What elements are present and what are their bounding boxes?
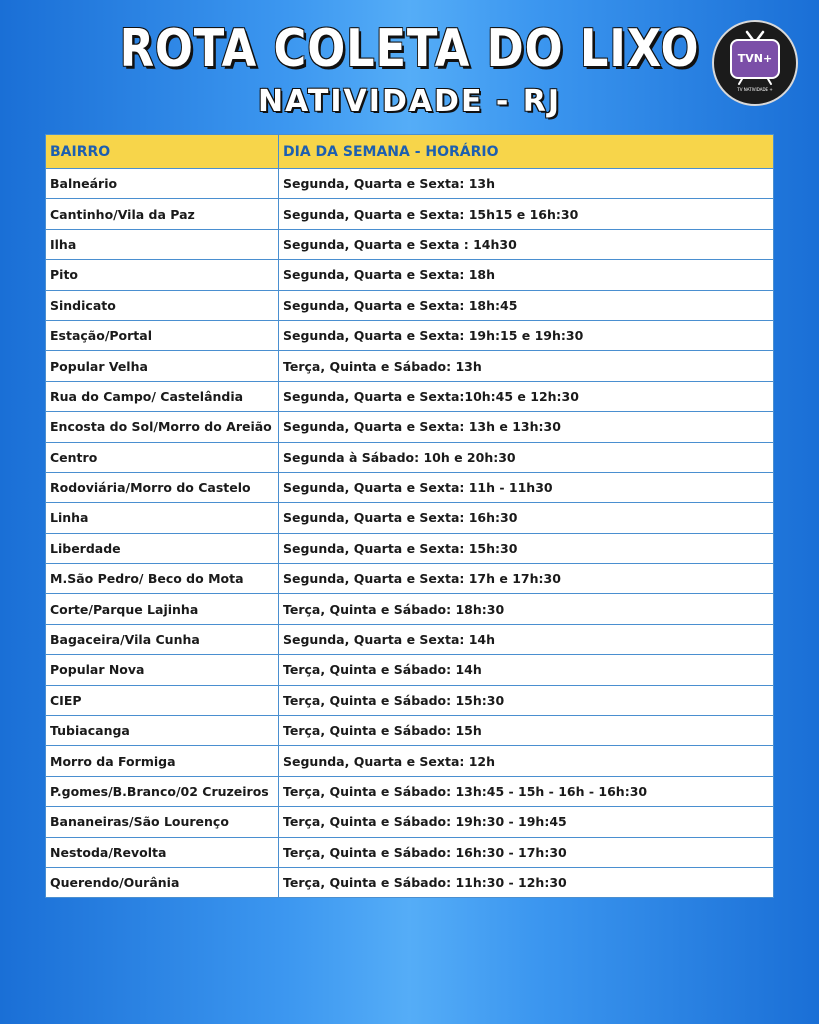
horario-cell: Segunda, Quarta e Sexta: 17h e 17h:30 bbox=[279, 564, 774, 594]
horario-cell: Terça, Quinta e Sábado: 19h:30 - 19h:45 bbox=[279, 807, 774, 837]
horario-cell: Terça, Quinta e Sábado: 16h:30 - 17h:30 bbox=[279, 837, 774, 867]
table-row bbox=[46, 624, 774, 654]
table-row bbox=[46, 412, 774, 442]
bairro-cell: Morro da Formiga bbox=[46, 746, 279, 776]
page-subtitle: NATIVIDADE - RJ bbox=[257, 84, 562, 119]
horario-cell: Segunda, Quarta e Sexta: 16h:30 bbox=[279, 503, 774, 533]
bairro-cell: Estação/Portal bbox=[46, 320, 279, 350]
horario-cell: Segunda, Quarta e Sexta: 18h:45 bbox=[279, 290, 774, 320]
bairro-cell: CIEP bbox=[46, 685, 279, 715]
table-row bbox=[46, 685, 774, 715]
table-row bbox=[46, 837, 774, 867]
bairro-cell: Corte/Parque Lajinha bbox=[46, 594, 279, 624]
bairro-cell: P.gomes/B.Branco/02 Cruzeiros bbox=[46, 776, 279, 806]
bairro-cell: Tubiacanga bbox=[46, 716, 279, 746]
horario-cell: Segunda, Quarta e Sexta: 13h bbox=[279, 169, 774, 199]
bairro-cell: Pito bbox=[46, 260, 279, 290]
horario-cell: Segunda, Quarta e Sexta: 11h - 11h30 bbox=[279, 472, 774, 502]
table-header-row bbox=[46, 135, 774, 169]
table-row bbox=[46, 442, 774, 472]
horario-cell: Terça, Quinta e Sábado: 13h bbox=[279, 351, 774, 381]
table-row bbox=[46, 564, 774, 594]
table-row bbox=[46, 867, 774, 897]
bairro-cell: Rua do Campo/ Castelândia bbox=[46, 381, 279, 411]
tvn-logo bbox=[712, 20, 798, 106]
table-row bbox=[46, 320, 774, 350]
horario-cell: Segunda, Quarta e Sexta: 12h bbox=[279, 746, 774, 776]
horario-cell: Segunda à Sábado: 10h e 20h:30 bbox=[279, 442, 774, 472]
table-row bbox=[46, 503, 774, 533]
table-row bbox=[46, 229, 774, 259]
horario-cell: Terça, Quinta e Sábado: 14h bbox=[279, 655, 774, 685]
horario-cell: Segunda, Quarta e Sexta: 13h e 13h:30 bbox=[279, 412, 774, 442]
horario-cell: Segunda, Quarta e Sexta: 15h15 e 16h:30 bbox=[279, 199, 774, 229]
horario-cell: Terça, Quinta e Sábado: 18h:30 bbox=[279, 594, 774, 624]
logo-caption: TV NATIVIDADE + bbox=[737, 87, 773, 92]
table-row bbox=[46, 716, 774, 746]
table-row bbox=[46, 533, 774, 563]
table-row bbox=[46, 807, 774, 837]
bairro-cell: Liberdade bbox=[46, 533, 279, 563]
table-row bbox=[46, 381, 774, 411]
bairro-cell: Nestoda/Revolta bbox=[46, 837, 279, 867]
bairro-cell: Balneário bbox=[46, 169, 279, 199]
bairro-cell: Sindicato bbox=[46, 290, 279, 320]
bairro-cell: Querendo/Ourânia bbox=[46, 867, 279, 897]
table-row bbox=[46, 260, 774, 290]
column-header-bairro: BAIRRO bbox=[46, 135, 279, 169]
table-row bbox=[46, 290, 774, 320]
bairro-cell: Encosta do Sol/Morro do Areião bbox=[46, 412, 279, 442]
bairro-cell: Bagaceira/Vila Cunha bbox=[46, 624, 279, 654]
table-body bbox=[46, 169, 774, 898]
horario-cell: Terça, Quinta e Sábado: 15h bbox=[279, 716, 774, 746]
route-table bbox=[45, 134, 774, 898]
horario-cell: Segunda, Quarta e Sexta:10h:45 e 12h:30 bbox=[279, 381, 774, 411]
table-row bbox=[46, 746, 774, 776]
bairro-cell: Centro bbox=[46, 442, 279, 472]
horario-cell: Segunda, Quarta e Sexta: 18h bbox=[279, 260, 774, 290]
table-row bbox=[46, 351, 774, 381]
bairro-cell: Bananeiras/São Lourenço bbox=[46, 807, 279, 837]
bairro-cell: M.São Pedro/ Beco do Mota bbox=[46, 564, 279, 594]
bairro-cell: Linha bbox=[46, 503, 279, 533]
horario-cell: Segunda, Quarta e Sexta: 14h bbox=[279, 624, 774, 654]
table-row bbox=[46, 655, 774, 685]
horario-cell: Terça, Quinta e Sábado: 15h:30 bbox=[279, 685, 774, 715]
horario-cell: Segunda, Quarta e Sexta: 19h:15 e 19h:30 bbox=[279, 320, 774, 350]
bairro-cell: Ilha bbox=[46, 229, 279, 259]
bairro-cell: Cantinho/Vila da Paz bbox=[46, 199, 279, 229]
bairro-cell: Popular Velha bbox=[46, 351, 279, 381]
table-row bbox=[46, 472, 774, 502]
table-row bbox=[46, 594, 774, 624]
table-row bbox=[46, 776, 774, 806]
page-title: ROTA COLETA DO LIXO bbox=[119, 19, 700, 79]
bairro-cell: Rodoviária/Morro do Castelo bbox=[46, 472, 279, 502]
logo-text: TVN+ bbox=[737, 52, 773, 65]
horario-cell: Segunda, Quarta e Sexta: 15h:30 bbox=[279, 533, 774, 563]
table-row bbox=[46, 169, 774, 199]
horario-cell: Segunda, Quarta e Sexta : 14h30 bbox=[279, 229, 774, 259]
table-row bbox=[46, 199, 774, 229]
column-header-dia-horario: DIA DA SEMANA - HORÁRIO bbox=[279, 135, 774, 169]
horario-cell: Terça, Quinta e Sábado: 11h:30 - 12h:30 bbox=[279, 867, 774, 897]
horario-cell: Terça, Quinta e Sábado: 13h:45 - 15h - 16h - 16h:30 bbox=[279, 776, 774, 806]
bairro-cell: Popular Nova bbox=[46, 655, 279, 685]
